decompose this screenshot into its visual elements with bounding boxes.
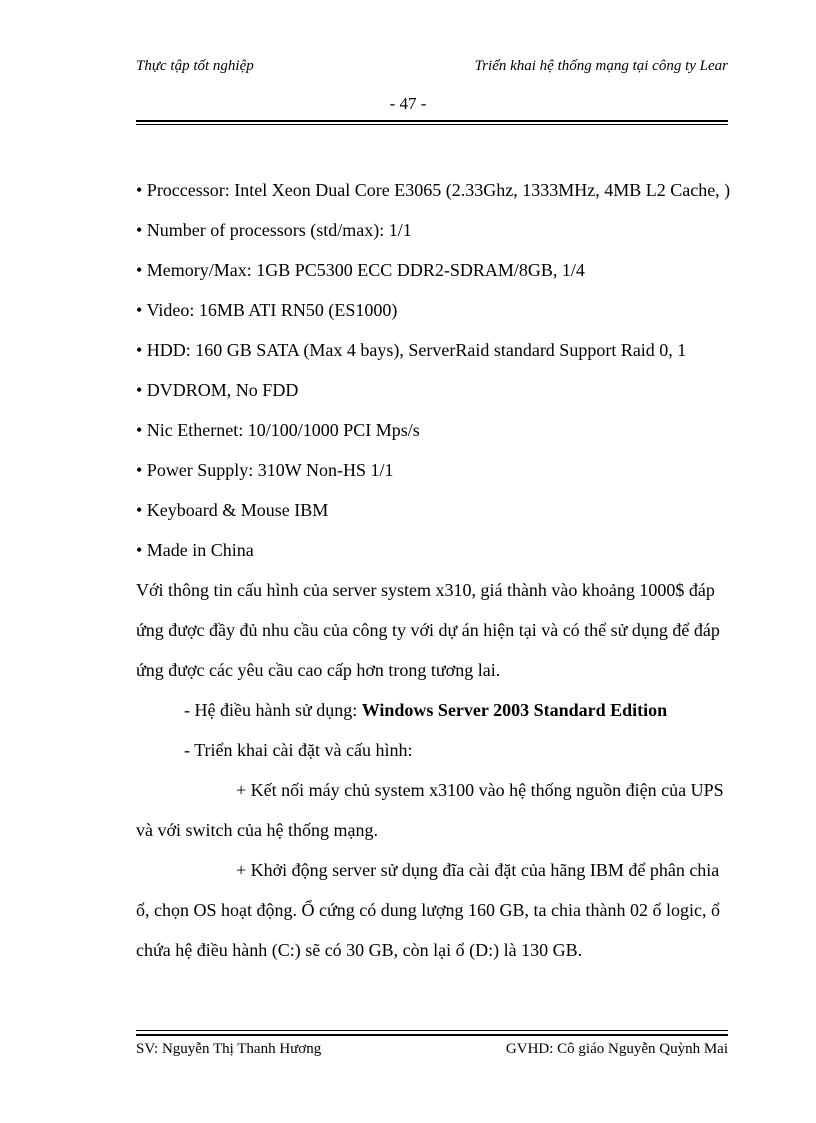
- footer-student: SV: Nguyễn Thị Thanh Hương: [136, 1041, 322, 1057]
- header-left: Thực tập tốt nghiệp: [136, 58, 254, 74]
- spec-item: • Keyboard & Mouse IBM: [136, 500, 329, 520]
- deploy-step: + Kết nối máy chủ system x3100 vào hệ thống nguồn điện của UPS và với switch của hệ thống mạng.: [136, 780, 724, 840]
- spec-item: • Proccessor: Intel Xeon Dual Core E3065 (2.33Ghz, 1333MHz, 4MB L2 Cache, ): [136, 180, 731, 200]
- body-text: [136, 170, 736, 970]
- os-label: - Hệ điều hành sử dụng:: [184, 700, 362, 720]
- spec-item: • Video: 16MB ATI RN50 (ES1000): [136, 300, 398, 320]
- deploy-heading: - Triển khai cài đặt và cấu hình:: [184, 740, 413, 760]
- page-number: - 47 -: [389, 94, 427, 113]
- footer-rule-bottom: [136, 1034, 728, 1036]
- header-rule-top: [136, 120, 728, 122]
- spec-item: • Made in China: [136, 540, 254, 560]
- spec-item: • Memory/Max: 1GB PC5300 ECC DDR2-SDRAM/8GB, 1/4: [136, 260, 585, 280]
- spec-item: • Power Supply: 310W Non-HS 1/1: [136, 460, 394, 480]
- spec-item: • Nic Ethernet: 10/100/1000 PCI Mps/s: [136, 420, 420, 440]
- deploy-step: + Khởi động server sử dụng đĩa cài đặt của hãng IBM để phân chia ổ, chọn OS hoạt động. Ổ cứng có dung lượng 160 GB, ta chia thành 02 ổ logic, ổ chứa hệ điều hành (C:) sẽ có 30 GB, còn lại ổ (D:) là 130 GB.: [136, 860, 720, 960]
- summary-paragraph: Với thông tin cấu hình của server system x310, giá thành vào khoảng 1000$ đáp ứng được đầy đủ nhu cầu của công ty với dự án hiện tại và có thể sử dụng để đáp ứng được các yêu cầu cao cấp hơn trong tương lai.: [136, 580, 720, 680]
- os-line: [136, 690, 736, 730]
- spec-item: • DVDROM, No FDD: [136, 380, 299, 400]
- spec-item: • Number of processors (std/max): 1/1: [136, 220, 412, 240]
- footer-supervisor: GVHD: Cô giáo Nguyễn Quỳnh Mai: [505, 1041, 728, 1057]
- spec-item: • HDD: 160 GB SATA (Max 4 bays), ServerRaid standard Support Raid 0, 1: [136, 340, 687, 360]
- footer-rule-top: [136, 1030, 728, 1031]
- header-right: Triển khai hệ thống mạng tại công ty Lear: [474, 58, 728, 74]
- header-rule-bottom: [136, 124, 728, 125]
- os-value: Windows Server 2003 Standard Edition: [361, 700, 668, 720]
